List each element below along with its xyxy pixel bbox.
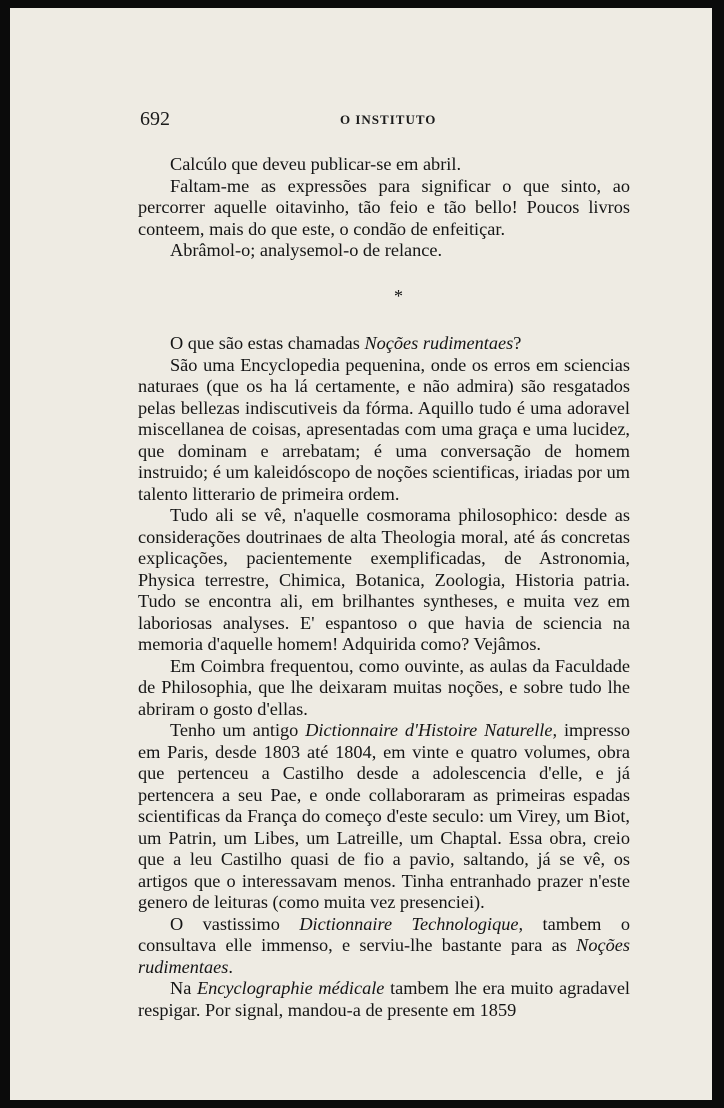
page-number: 692: [140, 108, 170, 130]
paragraph: [138, 914, 630, 979]
paragraph: Faltam-me as expressões para significar o que sinto, ao percorrer aquelle oitavinho, tão feio e tão bello! Poucos livros conteem, mais do que este, o condão de enfeitiçar.: [138, 175, 630, 239]
text-block-main: [138, 333, 630, 1021]
paragraph: Em Coimbra frequentou, como ouvinte, as aulas da Faculdade de Philosophia, que lhe deixaram muitas noções, e sobre tudo lhe abriram o gosto d'ellas.: [138, 655, 630, 719]
running-title: O INSTITUTO: [340, 112, 437, 127]
text-run: tambem lhe era muito agradavel respigar. Por signal, mandou-a de presente em 1859: [138, 978, 631, 1020]
text-run: ?: [513, 333, 522, 353]
text-run: O que são estas chamadas: [170, 333, 365, 353]
paragraph: Calcúlo que deveu publicar-se em abril.: [170, 154, 462, 174]
text-run: impresso em Paris, desde 1803 até 1804, em vinte e quatro volumes, obra que pertenceu a Castilho desde a adolescencia d'elle, e já pertencera a seu Pae, e onde collaboraram as primeiras espadas scientificas da França do começo d'este seculo: um Virey, um Biot, um Patrin, um Libes, um Latreille, um Chaptal. Essa obra, creio que a leu Castilho quasi de fio a pavio, saltando, já se vê, os artigos que o interessavam menos. Tinha entranhado prazer n'este genero de leituras (como muita vez presenciei).: [138, 720, 630, 912]
paragraph: [138, 720, 630, 914]
paragraph: [138, 978, 630, 1021]
italic-title: Dictionnaire d'Histoire Naturelle,: [305, 720, 558, 740]
book-page: [10, 8, 712, 1100]
paragraph: Abrâmol-o; analysemol-o de relance.: [170, 240, 443, 260]
paragraph: Tudo ali se vê, n'aquelle cosmorama philosophico: desde as considerações doutrinaes de alta Theologia moral, até ás concretas explicações, pacientemente exemplificadas, de Astronomia, Physica terrestre, Chimica, Botanica, Zoologia, Historia patria. Tudo se encontra ali, em brilhantes syntheses, e muita vez em laboriosas analyses. E' espantoso o que havia de sciencia na memoria d'aquelle homem! Adquirida como? Vejâmos.: [138, 505, 630, 654]
page-header: [10, 108, 712, 132]
section-separator: *: [394, 286, 403, 306]
text-run: tambem o consultava elle immenso, e serviu-lhe bastante para as: [138, 913, 630, 955]
italic-title: Encyclographie médicale: [197, 978, 385, 998]
italic-title: Noções rudimentaes: [364, 333, 514, 353]
text-run: .: [228, 956, 233, 977]
italic-title: Noções rudimentaes: [138, 935, 630, 977]
text-run: Na: [170, 978, 197, 998]
text-run: Tenho um antigo: [170, 720, 306, 740]
paragraph: São uma Encyclopedia pequenina, onde os erros em sciencias naturaes (que os ha lá certamente, e não admira) são resgatados pelas bellezas indiscutiveis da fórma. Aquillo tudo é uma adoravel miscellanea de coisas, apresentadas com uma graça e uma lucidez, que dominam e arrebatam; é uma conversação de homem instruido; é um kaleidóscopo de noções scientificas, iriadas por um talento litterario de primeira ordem.: [138, 354, 630, 504]
italic-title: Dictionnaire Technologique,: [299, 913, 524, 934]
paragraph: [138, 333, 630, 355]
text-run: O vastissimo: [170, 913, 300, 934]
text-block-intro: [138, 154, 630, 262]
